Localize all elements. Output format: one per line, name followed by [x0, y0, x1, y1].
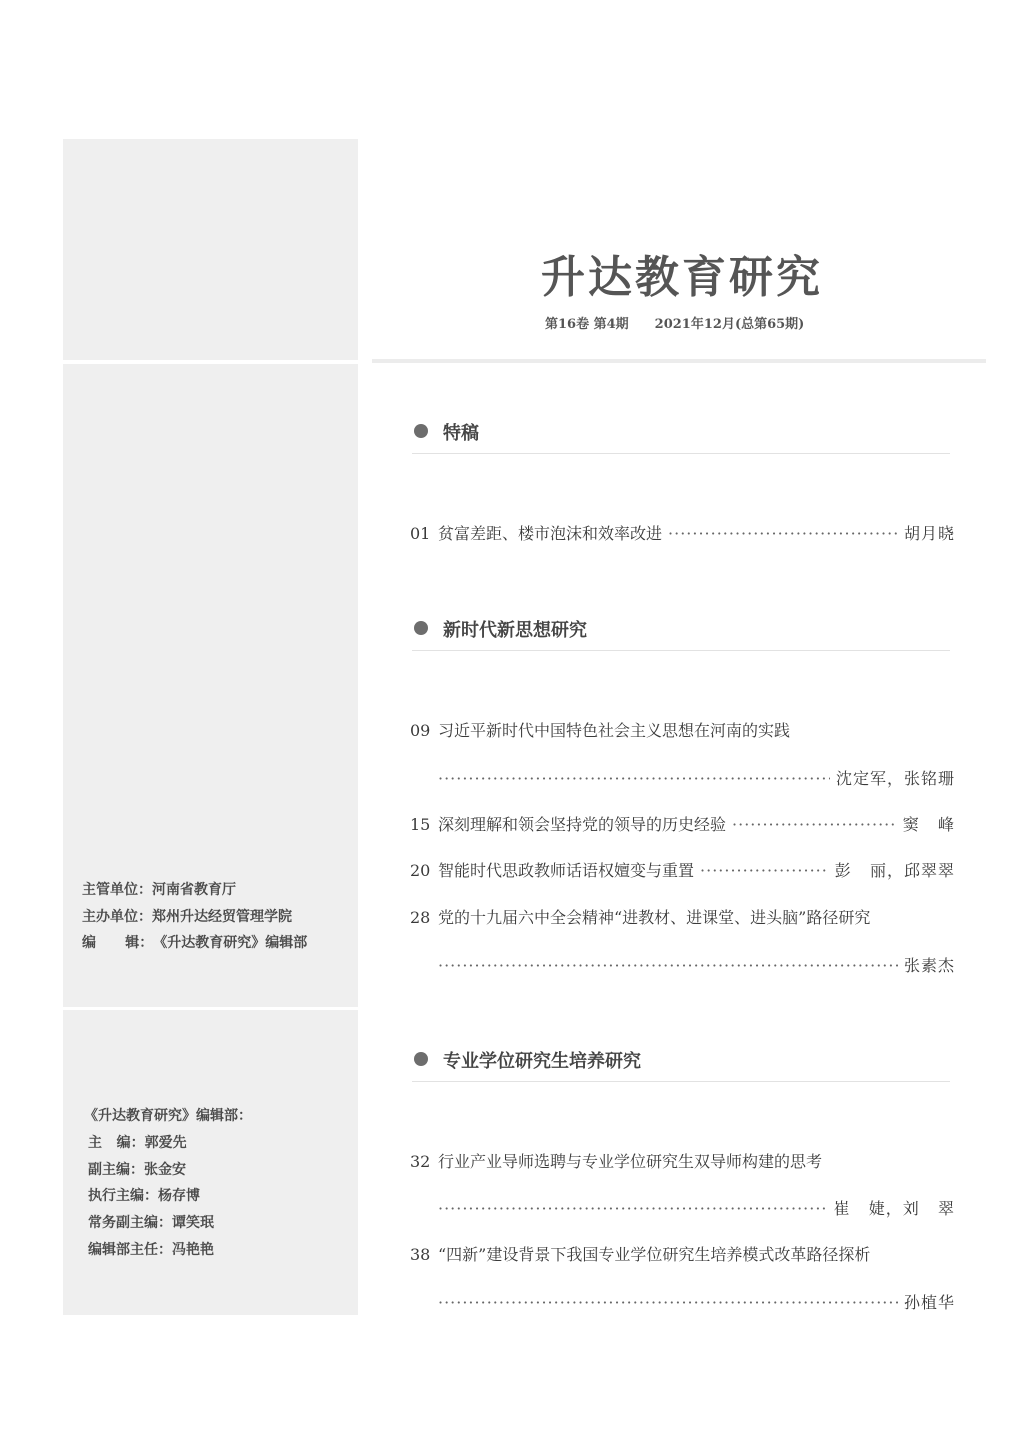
dot-leader — [438, 956, 898, 975]
toc-entry-continuation — [438, 953, 955, 976]
article-author: 沈定军，张铭珊 — [835, 769, 955, 788]
article-title: 行业产业导师选聘与专业学位研究生双导师构建的思考 — [438, 1152, 823, 1171]
section-header — [412, 1041, 950, 1082]
page-number: 20 — [410, 861, 431, 880]
journal-title: 升达教育研究 — [541, 252, 823, 303]
section-title: 专业学位研究生培养研究 — [443, 1051, 641, 1072]
sponsor-row: 编 辑： 《升达教育研究》编辑部 — [82, 935, 308, 951]
page-number: 15 — [410, 815, 431, 834]
toc-entry[interactable] — [410, 1149, 955, 1172]
sponsor-row: 主管单位： 河南省教育厅 — [82, 882, 236, 898]
article-title: 智能时代思政教师话语权嬗变与重置 — [438, 861, 695, 880]
editor-row: 编辑部主任： 冯艳艳 — [88, 1241, 214, 1258]
dot-leader — [668, 524, 898, 543]
dot-leader — [732, 815, 897, 834]
header-divider — [372, 359, 986, 363]
editor-row: 副主编： 张金安 — [88, 1161, 186, 1178]
article-author: 窦 峰 — [902, 815, 955, 834]
article-title: “四新”建设背景下我国专业学位研究生培养模式改革路径探析 — [438, 1245, 871, 1264]
toc-entry[interactable] — [410, 1242, 955, 1265]
page-number: 32 — [410, 1152, 431, 1171]
editor-row: 主 编： 郭爱先 — [88, 1134, 187, 1151]
article-author: 张素杰 — [903, 956, 955, 975]
page-number: 38 — [410, 1245, 431, 1264]
article-author: 孙植华 — [903, 1293, 955, 1312]
article-title: 党的十九届六中全会精神“进教材、进课堂、进头脑”路径研究 — [438, 908, 871, 927]
article-title: 习近平新时代中国特色社会主义思想在河南的实践 — [438, 721, 791, 740]
article-title: 贫富差距、楼市泡沫和效率改进 — [438, 524, 663, 543]
toc-entry-continuation — [438, 1290, 955, 1313]
sponsor-row: 主办单位： 郑州升达经贸管理学院 — [82, 908, 292, 925]
toc-entry[interactable] — [410, 858, 955, 881]
sponsor-info — [82, 877, 307, 957]
article-author: 崔 婕，刘 翠 — [833, 1199, 955, 1218]
toc-entry-continuation — [438, 766, 955, 789]
article-author: 彭 丽，邱翠翠 — [834, 861, 955, 880]
section-header — [412, 610, 950, 651]
page-number: 09 — [410, 721, 431, 740]
page-number: 01 — [410, 524, 431, 543]
issue-date: 2021年12月(总第65期) — [654, 317, 805, 332]
section-title: 特稿 — [443, 423, 479, 444]
bullet-icon — [414, 621, 428, 635]
section-header — [412, 413, 950, 454]
toc-entry[interactable] — [410, 718, 955, 741]
toc-entry[interactable] — [410, 812, 955, 835]
dot-leader — [438, 1199, 827, 1218]
bullet-icon — [414, 1052, 428, 1066]
dot-leader — [438, 1293, 898, 1312]
bullet-icon — [414, 424, 428, 438]
editor-row: 执行主编： 杨存博 — [88, 1188, 200, 1205]
page-number: 28 — [410, 908, 431, 927]
article-title: 深刻理解和领会坚持党的领导的历史经验 — [438, 815, 727, 834]
toc-entry-continuation — [438, 1196, 955, 1219]
section-title: 新时代新思想研究 — [443, 620, 587, 641]
editorial-board-title: 《升达教育研究》编辑部： — [84, 1108, 252, 1124]
volume-number: 第16卷 第4期 — [545, 317, 629, 332]
sidebar-top-panel — [63, 139, 358, 360]
dot-leader — [438, 769, 830, 788]
issue-info — [545, 313, 804, 332]
toc-entry[interactable] — [410, 521, 955, 544]
editor-row: 常务副主编： 谭笑珉 — [88, 1215, 214, 1232]
article-author: 胡月晓 — [903, 524, 955, 543]
toc-entry[interactable] — [410, 905, 955, 928]
dot-leader — [700, 861, 829, 880]
editorial-board — [84, 1103, 252, 1264]
